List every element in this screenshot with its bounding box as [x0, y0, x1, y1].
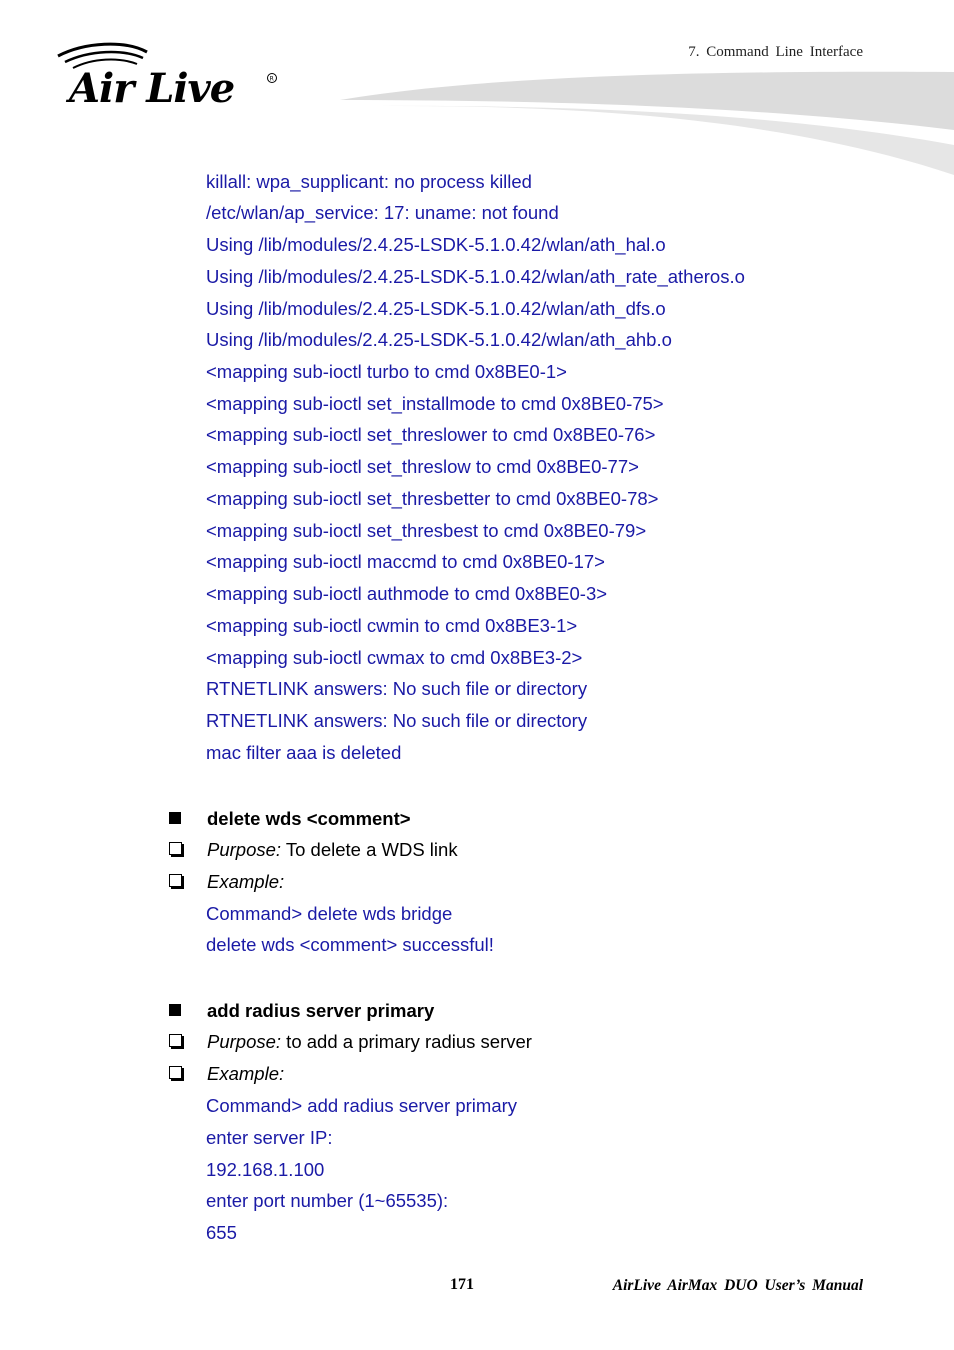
svg-text:Air Live: Air Live	[69, 65, 235, 110]
output-line: <mapping sub-ioctl set_thresbetter to cmd 0x8BE0-78>	[206, 488, 659, 509]
output-line: <mapping sub-ioctl set_threslow to cmd 0x8BE0-77>	[206, 456, 639, 477]
output-line: Using /lib/modules/2.4.25-LSDK-5.1.0.42/wlan/ath_dfs.o	[206, 298, 666, 319]
purpose-text: to add a primary radius server	[281, 1031, 532, 1052]
section-heading: add radius server primary	[207, 1000, 435, 1021]
output-line: RTNETLINK answers: No such file or directory	[206, 710, 588, 731]
output-line: killall: wpa_supplicant: no process killed	[206, 171, 532, 192]
svg-text:R: R	[269, 75, 274, 83]
output-line: <mapping sub-ioctl set_thresbest to cmd 0x8BE0-79>	[206, 520, 647, 541]
example-label: Example:	[207, 1063, 285, 1084]
purpose-line	[207, 839, 458, 861]
example-command-line: Command> delete wds bridge	[206, 903, 453, 924]
page-number: 171	[450, 1276, 474, 1293]
section-heading: delete wds <comment>	[207, 808, 411, 829]
output-line: mac filter aaa is deleted	[206, 742, 402, 763]
example-output-line: enter port number (1~65535):	[206, 1190, 449, 1211]
airlive-logo	[55, 40, 285, 110]
example-label: Example:	[207, 871, 285, 892]
output-line: Using /lib/modules/2.4.25-LSDK-5.1.0.42/wlan/ath_ahb.o	[206, 329, 672, 350]
purpose-text: To delete a WDS link	[281, 839, 458, 860]
example-output-line: 655	[206, 1222, 237, 1243]
purpose-label: Purpose:	[207, 839, 282, 860]
output-line: <mapping sub-ioctl set_threslower to cmd 0x8BE0-76>	[206, 424, 656, 445]
example-line	[207, 871, 284, 893]
purpose-line	[207, 1031, 532, 1053]
section-bullet-icon	[169, 1004, 181, 1016]
output-line: RTNETLINK answers: No such file or directory	[206, 678, 588, 699]
output-line: /etc/wlan/ap_service: 17: uname: not found	[206, 202, 559, 223]
output-line: <mapping sub-ioctl set_installmode to cmd 0x8BE0-75>	[206, 393, 664, 414]
output-line: <mapping sub-ioctl turbo to cmd 0x8BE0-1>	[206, 361, 567, 382]
checkbox-bullet-icon	[169, 1034, 182, 1047]
output-line: <mapping sub-ioctl authmode to cmd 0x8BE0-3>	[206, 583, 608, 604]
example-output-line: delete wds <comment> successful!	[206, 934, 494, 955]
output-line: Using /lib/modules/2.4.25-LSDK-5.1.0.42/wlan/ath_rate_atheros.o	[206, 266, 745, 287]
example-line	[207, 1063, 284, 1085]
checkbox-bullet-icon	[169, 1066, 182, 1079]
section-bullet-icon	[169, 812, 181, 824]
example-output-line: 192.168.1.100	[206, 1159, 325, 1180]
purpose-label: Purpose:	[207, 1031, 282, 1052]
output-line: <mapping sub-ioctl cwmin to cmd 0x8BE3-1>	[206, 615, 578, 636]
checkbox-bullet-icon	[169, 874, 182, 887]
checkbox-bullet-icon	[169, 842, 182, 855]
header-swoosh	[340, 60, 954, 180]
section-title: 7. Command Line Interface	[688, 44, 863, 60]
example-command-line: Command> add radius server primary	[206, 1095, 518, 1116]
output-line: Using /lib/modules/2.4.25-LSDK-5.1.0.42/wlan/ath_hal.o	[206, 234, 666, 255]
output-line: <mapping sub-ioctl cwmax to cmd 0x8BE3-2>	[206, 647, 583, 668]
output-line: <mapping sub-ioctl maccmd to cmd 0x8BE0-17>	[206, 551, 605, 572]
example-output-line: enter server IP:	[206, 1127, 333, 1148]
manual-title: AirLive AirMax DUO User’s Manual	[612, 1277, 863, 1294]
